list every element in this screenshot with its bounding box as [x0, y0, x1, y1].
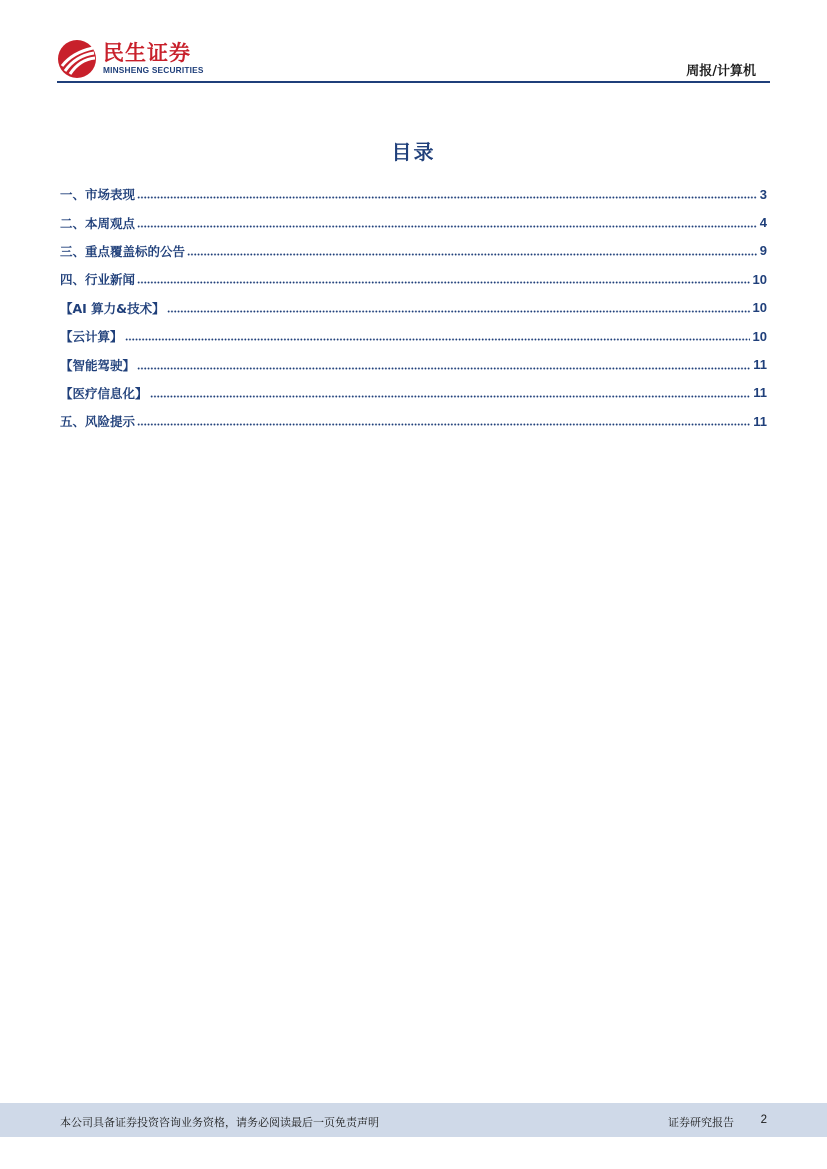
toc-entry-label: 【云计算】 [60, 329, 123, 345]
toc-entry-page: 10 [752, 300, 767, 316]
toc-entry-page: 11 [753, 413, 767, 429]
toc-entry[interactable] [60, 208, 767, 236]
toc-entry-label: 【AI 算力&技术】 [60, 300, 165, 316]
header-divider [57, 81, 770, 83]
toc-entry-label: 一、市场表现 [60, 187, 136, 203]
minsheng-logo-icon [57, 39, 97, 79]
toc-entry-label: 四、行业新闻 [60, 272, 136, 288]
toc-leader-dots [150, 388, 751, 398]
toc-title: 目录 [391, 140, 436, 164]
toc-entry-label: 三、重点覆盖标的公告 [60, 243, 186, 259]
toc-entry-page: 11 [753, 385, 767, 401]
toc-entry[interactable] [60, 350, 767, 378]
page-header [57, 36, 770, 82]
toc-leader-dots [125, 331, 750, 341]
toc-entry-page: 4 [759, 215, 767, 231]
toc-entry[interactable] [60, 379, 767, 407]
footer-doc-type: 证券研究报告 [668, 1116, 734, 1129]
toc-leader-dots [137, 218, 757, 228]
toc-leader-dots [187, 246, 757, 256]
toc-leader-dots [137, 189, 757, 199]
toc-entry-page: 11 [753, 357, 767, 373]
table-of-contents [60, 180, 767, 436]
toc-entry[interactable] [60, 237, 767, 265]
footer-page-number: 2 [760, 1114, 767, 1126]
logo-english-name: MINSHENG SECURITIES [103, 65, 204, 75]
toc-entry-label: 五、风险提示 [60, 414, 136, 430]
toc-entry-label: 【医疗信息化】 [60, 385, 148, 401]
toc-entry[interactable] [60, 322, 767, 350]
toc-entry-label: 【智能驾驶】 [60, 357, 136, 373]
toc-entry[interactable] [60, 407, 767, 435]
toc-leader-dots [137, 416, 750, 426]
page-footer [0, 1103, 827, 1137]
toc-entry-page: 9 [759, 243, 767, 259]
toc-entry[interactable] [60, 180, 767, 208]
company-logo [57, 36, 217, 78]
toc-leader-dots [137, 360, 750, 370]
toc-entry-label: 二、本周观点 [60, 215, 136, 231]
toc-leader-dots [137, 274, 750, 284]
toc-entry-page: 3 [759, 186, 767, 202]
toc-entry[interactable] [60, 294, 767, 322]
toc-entry[interactable] [60, 265, 767, 293]
logo-chinese-name: 民生证券 [103, 41, 191, 65]
toc-entry-page: 10 [752, 328, 767, 344]
report-type: 周报/计算机 [686, 64, 756, 79]
toc-entry-page: 10 [752, 271, 767, 287]
toc-leader-dots [167, 303, 750, 313]
footer-disclaimer: 本公司具备证券投资咨询业务资格，请务必阅读最后一页免责声明 [60, 1116, 379, 1129]
